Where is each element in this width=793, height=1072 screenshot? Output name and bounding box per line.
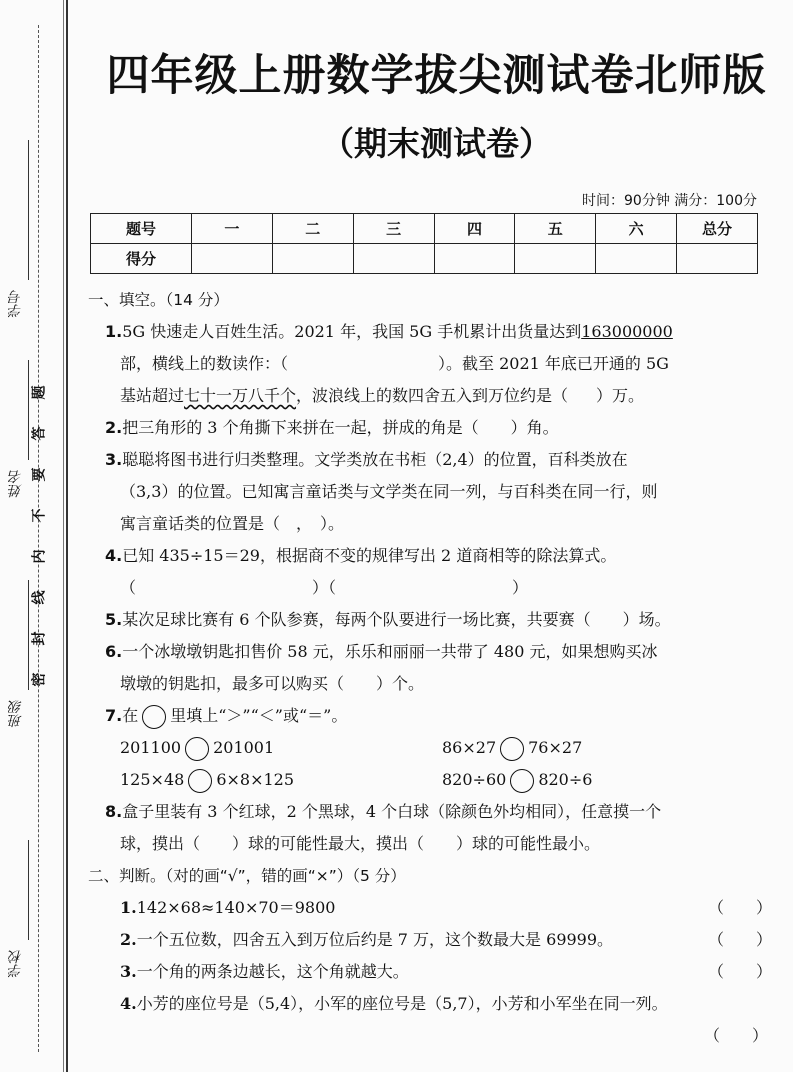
margin-rule-thin [63,0,64,1072]
question-text: 5G 快速走人百姓生活。2021 年，我国 5G 手机累计出货量达到 [122,322,582,341]
score-table-header-row [91,214,758,244]
judge-text [120,892,708,924]
score-input-cell[interactable] [596,244,677,274]
score-table-score-row [91,244,758,274]
question-number: 7. [105,706,123,725]
question-text: 盒子里装有 3 个红球，2 个黑球，4 个白球（除颜色外均相同），任意摸一个 [122,802,662,821]
judge-answer-paren[interactable]: （ ） [708,930,773,949]
question-text: 基站超过 [120,386,185,405]
question-number: 1. [105,322,123,341]
school-line [28,840,29,940]
score-input-cell[interactable] [434,244,515,274]
compare-item [442,764,764,796]
question-8-line-2: 球，摸出（ ）球的可能性最大，摸出（ ）球的可能性最小。 [120,834,601,853]
judge-text [120,924,708,956]
question-text: 部，横线上的数读作：（ [120,354,289,373]
question-text: 已知 435÷15＝29，根据商不变的规律写出 2 道商相等的除法算式。 [122,546,617,565]
score-header-cell: 三 [353,214,434,244]
seal-char: 要 [31,467,48,482]
seal-char: 封 [31,631,48,646]
question-3-line-3: 寓言童话类的位置是（ ， ）。 [120,514,345,533]
question-number: 3. [105,450,123,469]
score-input-cell[interactable] [353,244,434,274]
compare-circle[interactable] [510,769,534,793]
question-number: 2. [120,930,137,949]
question-number: 4. [120,994,137,1013]
question-4-answer-blanks[interactable]: （ ）（ ） [120,578,529,597]
judge-item [88,892,773,924]
question-number: 1. [120,898,137,917]
compare-circle[interactable] [500,737,524,761]
question-number: 3. [120,962,137,981]
question-text: 一个角的两条边越长，这个角就越大。 [136,962,409,981]
question-text: 把三角形的 3 个角撕下来拼在一起，拼成的角是（ ）角。 [122,418,559,437]
seal-dashed-line [38,25,39,1052]
wavy-underlined-number: 七十一万八千个 [184,386,297,405]
score-input-cell[interactable] [272,244,353,274]
question-2 [88,412,768,444]
question-1-line-2 [88,348,768,380]
compare-left: 201100 [120,738,182,757]
judge-item [88,924,773,956]
score-input-cell[interactable] [192,244,273,274]
school-field[interactable] [2,840,30,1040]
student-number-label: 学号 [8,290,24,318]
score-input-cell[interactable] [677,244,758,274]
question-number: 8. [105,802,123,821]
question-text: 一个冰墩墩钥匙扣售价 58 元，乐乐和丽丽一共带了 480 元，如果想购买冰 [122,642,658,661]
class-label: 班级 [8,700,24,728]
score-header-cell: 一 [192,214,273,244]
question-1 [88,316,768,348]
binding-margin [0,0,70,1072]
compare-item [442,732,764,764]
question-number: 6. [105,642,123,661]
question-text: 一个五位数，四舍五入到万位后约是 7 万，这个数最大是 69999。 [136,930,614,949]
page-subtitle: （期末测试卷） [321,124,552,163]
score-header-cell: 五 [515,214,596,244]
circle-icon [142,705,166,729]
compare-row [88,764,768,796]
question-6-line-2: 墩墩的钥匙扣，最多可以购买（ ）个。 [120,674,425,693]
margin-rule [66,0,68,1072]
seal-char: 密 [31,672,48,687]
seal-char: 题 [31,385,48,400]
section-1-heading: 一、填空。（14 分） [88,291,229,309]
student-number-line [28,140,29,280]
question-3-line-2: （3,3）的位置。已知寓言童话类与文学类在同一列，与百科类在同一行，则 [120,482,658,501]
seal-char: 线 [31,590,48,605]
question-7 [88,700,768,732]
time-info: 时间：90分钟 满分：100分 [582,193,757,209]
question-text: 142×68≈140×70＝9800 [136,898,336,917]
question-number: 5. [105,610,123,629]
question-5 [88,604,768,636]
judge-answer-paren[interactable]: （ ） [703,1026,768,1045]
score-row-label: 得分 [91,244,192,274]
compare-row [88,732,768,764]
question-4 [88,540,768,572]
score-input-cell[interactable] [515,244,596,274]
score-header-cell: 题号 [91,214,192,244]
question-6 [88,636,768,668]
school-label: 学校 [8,950,24,978]
section-2-heading: 二、判断。（对的画“√”，错的画“×”）（5 分） [88,867,406,885]
question-number: 2. [105,418,123,437]
compare-left: 820÷60 [442,770,507,789]
question-text: ）。截至 2021 年底已开通的 5G [438,354,669,373]
question-text: 聪聪将图书进行归类整理。文学类放在书柜（2,4）的位置，百科类放在 [122,450,628,469]
question-3 [88,444,768,476]
compare-circle[interactable] [185,737,209,761]
question-text: ）万。 [596,386,645,405]
seal-char: 内 [31,549,48,564]
judge-item [88,956,773,988]
name-label: 姓名 [8,470,24,498]
judge-text [120,988,768,1020]
page-title: 四年级上册数学拔尖测试卷北师版 [106,51,767,101]
compare-left: 86×27 [442,738,497,757]
class-line [28,580,29,690]
question-number: 4. [105,546,123,565]
student-number-field[interactable] [2,140,30,320]
compare-right: 76×27 [528,738,583,757]
compare-circle[interactable] [188,769,212,793]
compare-left: 125×48 [120,770,185,789]
score-header-cell: 六 [596,214,677,244]
compare-item [120,732,442,764]
judge-text [120,956,708,988]
exam-content [88,284,773,1052]
judge-item [88,988,768,1020]
question-text: 某次足球比赛有 6 个队参赛，每两个队要进行一场比赛，共要赛（ ）场。 [122,610,671,629]
underlined-number: 163000000 [581,322,673,341]
question-text: 里填上“＞”“＜”或“＝”。 [170,706,348,725]
compare-item [120,764,442,796]
score-header-cell: 四 [434,214,515,244]
compare-right: 6×8×125 [216,770,295,789]
score-table [90,213,758,274]
question-8 [88,796,768,828]
judge-answer-paren[interactable]: （ ） [708,898,773,917]
compare-right: 820÷6 [538,770,593,789]
name-field[interactable] [2,360,30,540]
question-text: 小芳的座位号是（5,4），小军的座位号是（5,7），小芳和小军坐在同一列。 [136,994,668,1013]
question-1-line-3 [88,380,768,412]
seal-char: 答 [31,426,48,441]
question-text: ，波浪线上的数四舍五入到万位约是（ [296,386,569,405]
score-header-cell: 二 [272,214,353,244]
judge-answer-paren[interactable]: （ ） [708,962,773,981]
name-line [28,360,29,460]
seal-notice [31,372,62,700]
seal-char: 不 [31,508,48,523]
score-header-cell: 总分 [677,214,758,244]
question-text: 在 [122,706,139,725]
class-field[interactable] [2,580,30,770]
compare-right: 201001 [213,738,275,757]
